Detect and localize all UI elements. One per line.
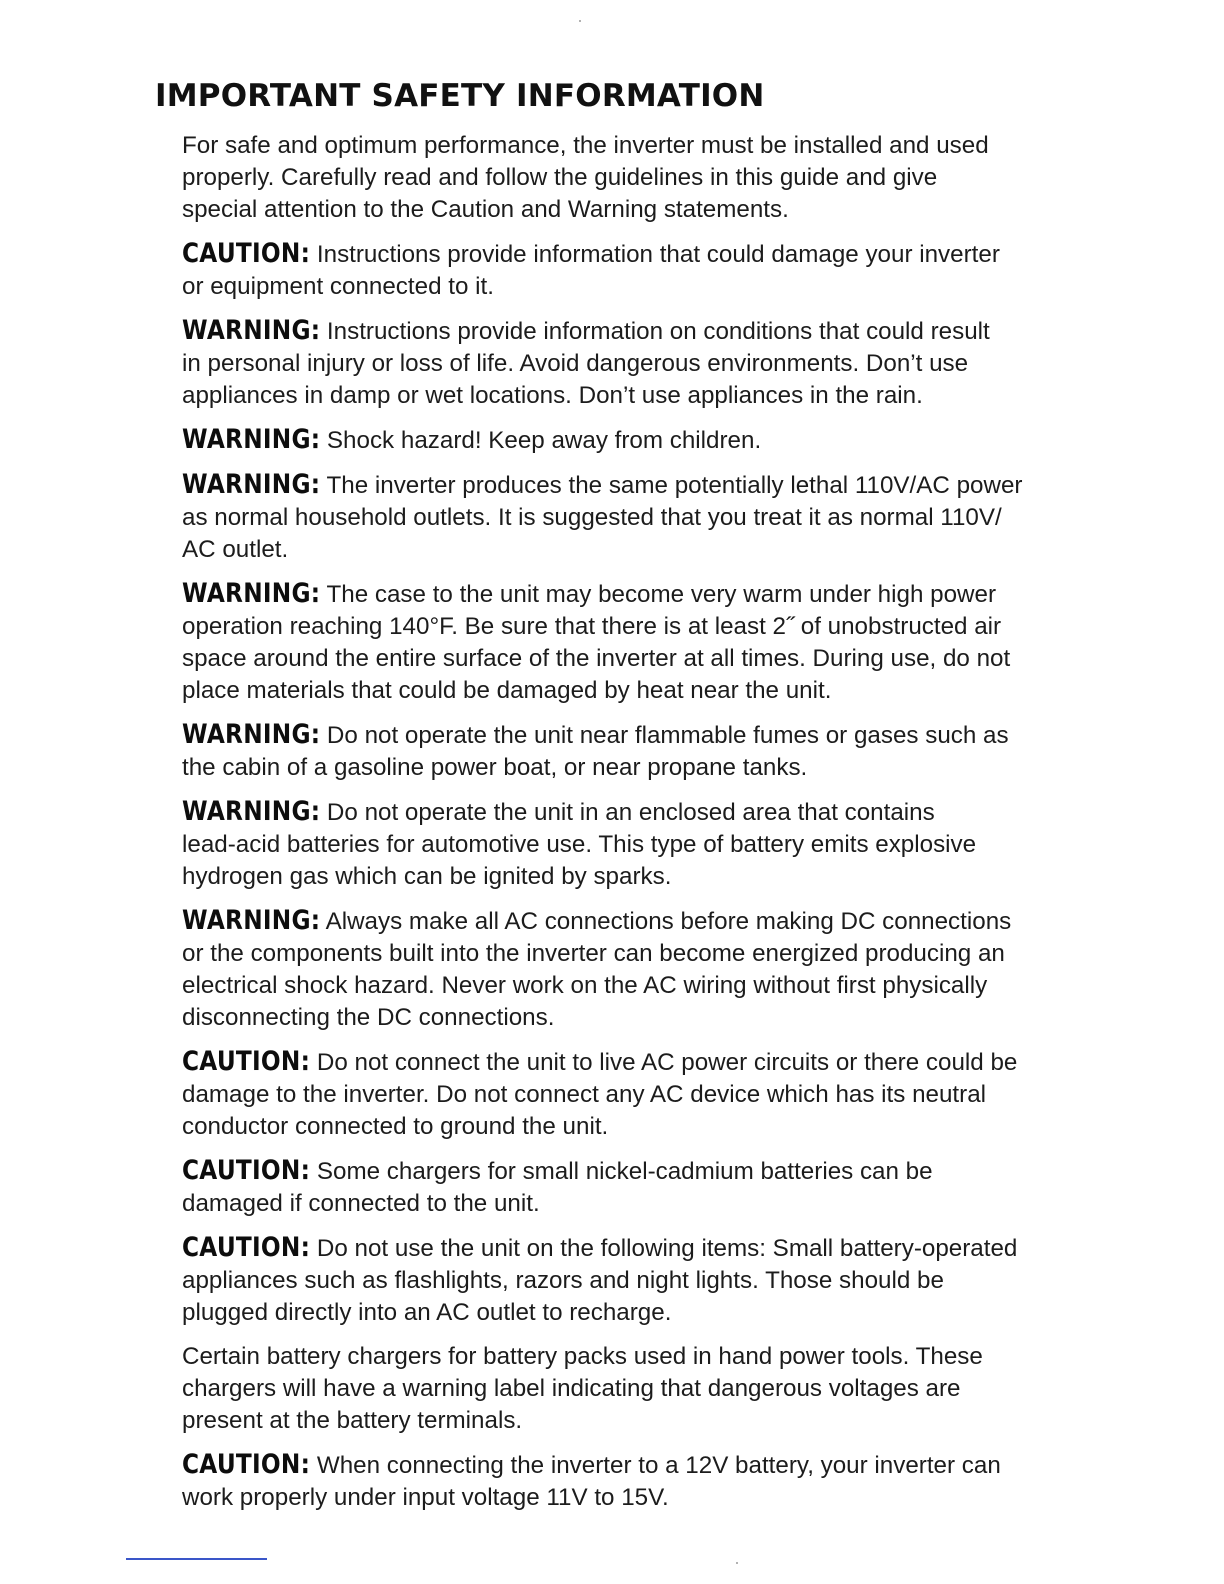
paragraph-line: the cabin of a gasoline power boat, or near propane tanks.	[182, 754, 808, 781]
caution-paragraph	[182, 1449, 1082, 1514]
paragraph-line: AC outlet.	[182, 536, 289, 563]
paragraph-line	[182, 238, 1082, 271]
warning-label: WARNING:	[182, 796, 321, 827]
paragraph-line: present at the battery terminals.	[182, 1407, 523, 1434]
paragraph-text: Do not connect the unit to live AC power circuits or there could be	[310, 1049, 1018, 1076]
paragraph-line: place materials that could be damaged by heat near the unit.	[182, 677, 832, 704]
paragraph-line	[182, 1449, 1082, 1482]
paragraph-line: conductor connected to ground the unit.	[182, 1113, 609, 1140]
paragraph-text: The case to the unit may become very warm under high power	[320, 581, 997, 608]
scan-speck	[736, 1562, 738, 1564]
paragraph-line	[182, 315, 1082, 348]
paragraph-line: hydrogen gas which can be ignited by sparks.	[182, 863, 672, 890]
warning-paragraph	[182, 315, 1082, 412]
paragraph-line	[182, 469, 1082, 502]
paragraph-text: Some chargers for small nickel-cadmium batteries can be	[310, 1158, 933, 1185]
paragraph-text: Do not use the unit on the following items: Small battery-operated	[310, 1235, 1018, 1262]
paragraph-line: chargers will have a warning label indicating that dangerous voltages are	[182, 1375, 961, 1402]
paragraph-line: disconnecting the DC connections.	[182, 1004, 555, 1031]
warning-paragraph	[182, 469, 1082, 566]
warning-paragraph	[182, 905, 1082, 1034]
paragraph-line: space around the entire surface of the inverter at all times. During use, do not	[182, 645, 1011, 672]
page-title: IMPORTANT SAFETY INFORMATION	[155, 78, 765, 114]
warning-paragraph	[182, 796, 1082, 893]
note-paragraph	[182, 1341, 1082, 1437]
caution-label: CAUTION:	[182, 1155, 311, 1186]
paragraph-text: Do not operate the unit in an enclosed area that contains	[320, 799, 935, 826]
warning-label: WARNING:	[182, 905, 321, 936]
paragraph-line: plugged directly into an AC outlet to recharge.	[182, 1299, 672, 1326]
paragraph-line	[182, 905, 1082, 938]
paragraph-line: operation reaching 140°F. Be sure that there is at least 2˝ of unobstructed air	[182, 613, 1002, 640]
warning-label: WARNING:	[182, 578, 321, 609]
paragraph-text: Shock hazard! Keep away from children.	[320, 427, 762, 454]
paragraph-line: electrical shock hazard. Never work on the AC wiring without first physically	[182, 972, 988, 999]
paragraph-line: work properly under input voltage 11V to 15V.	[182, 1484, 669, 1511]
warning-label: WARNING:	[182, 469, 321, 500]
safety-items	[182, 238, 1082, 1514]
paragraph-line: damage to the inverter. Do not connect any AC device which has its neutral	[182, 1081, 987, 1108]
warning-label: WARNING:	[182, 719, 321, 750]
warning-label: WARNING:	[182, 315, 321, 346]
warning-label: WARNING:	[182, 424, 321, 455]
paragraph-line	[182, 1155, 1082, 1188]
paragraph-line: Certain battery chargers for battery packs used in hand power tools. These	[182, 1343, 983, 1370]
caution-paragraph	[182, 1155, 1082, 1220]
intro-line: For safe and optimum performance, the inverter must be installed and used	[182, 132, 989, 159]
footer-rule	[126, 1558, 267, 1560]
paragraph-text: Do not operate the unit near flammable fumes or gases such as	[320, 722, 1009, 749]
paragraph-line: appliances such as flashlights, razors and night lights. Those should be	[182, 1267, 944, 1294]
paragraph-text: Instructions provide information that could damage your inverter	[310, 241, 1000, 268]
warning-paragraph	[182, 424, 1082, 457]
caution-paragraph	[182, 1232, 1082, 1329]
caution-paragraph	[182, 1046, 1082, 1143]
intro-line: properly. Carefully read and follow the guidelines in this guide and give	[182, 164, 938, 191]
intro-line: special attention to the Caution and Warning statements.	[182, 196, 789, 223]
paragraph-text: Instructions provide information on conditions that could result	[320, 318, 990, 345]
paragraph-line: as normal household outlets. It is suggested that you treat it as normal 110V/	[182, 504, 1002, 531]
caution-label: CAUTION:	[182, 1449, 311, 1480]
paragraph-line: appliances in damp or wet locations. Don’t use appliances in the rain.	[182, 382, 923, 409]
warning-paragraph	[182, 578, 1082, 707]
paragraph-line: damaged if connected to the unit.	[182, 1190, 540, 1217]
paragraph-text: Always make all AC connections before making DC connections	[320, 908, 1012, 935]
paragraph-line	[182, 796, 1082, 829]
warning-paragraph	[182, 719, 1082, 784]
caution-label: CAUTION:	[182, 1232, 311, 1263]
scan-speck	[579, 20, 581, 22]
paragraph-line	[182, 424, 1082, 457]
paragraph-line: in personal injury or loss of life. Avoid dangerous environments. Don’t use	[182, 350, 969, 377]
paragraph-line: or the components built into the inverter can become energized producing an	[182, 940, 1005, 967]
paragraph-line	[182, 1232, 1082, 1265]
caution-label: CAUTION:	[182, 238, 311, 269]
caution-paragraph	[182, 238, 1082, 303]
paragraph-line	[182, 578, 1082, 611]
intro-paragraph	[182, 130, 1082, 226]
paragraph-line	[182, 1046, 1082, 1079]
caution-label: CAUTION:	[182, 1046, 311, 1077]
paragraph-line: lead-acid batteries for automotive use. This type of battery emits explosive	[182, 831, 977, 858]
safety-content	[182, 130, 1082, 1526]
paragraph-line: or equipment connected to it.	[182, 273, 494, 300]
paragraph-text: When connecting the inverter to a 12V battery, your inverter can	[310, 1452, 1001, 1479]
paragraph-line	[182, 719, 1082, 752]
paragraph-text: The inverter produces the same potentially lethal 110V/AC power	[320, 472, 1023, 499]
